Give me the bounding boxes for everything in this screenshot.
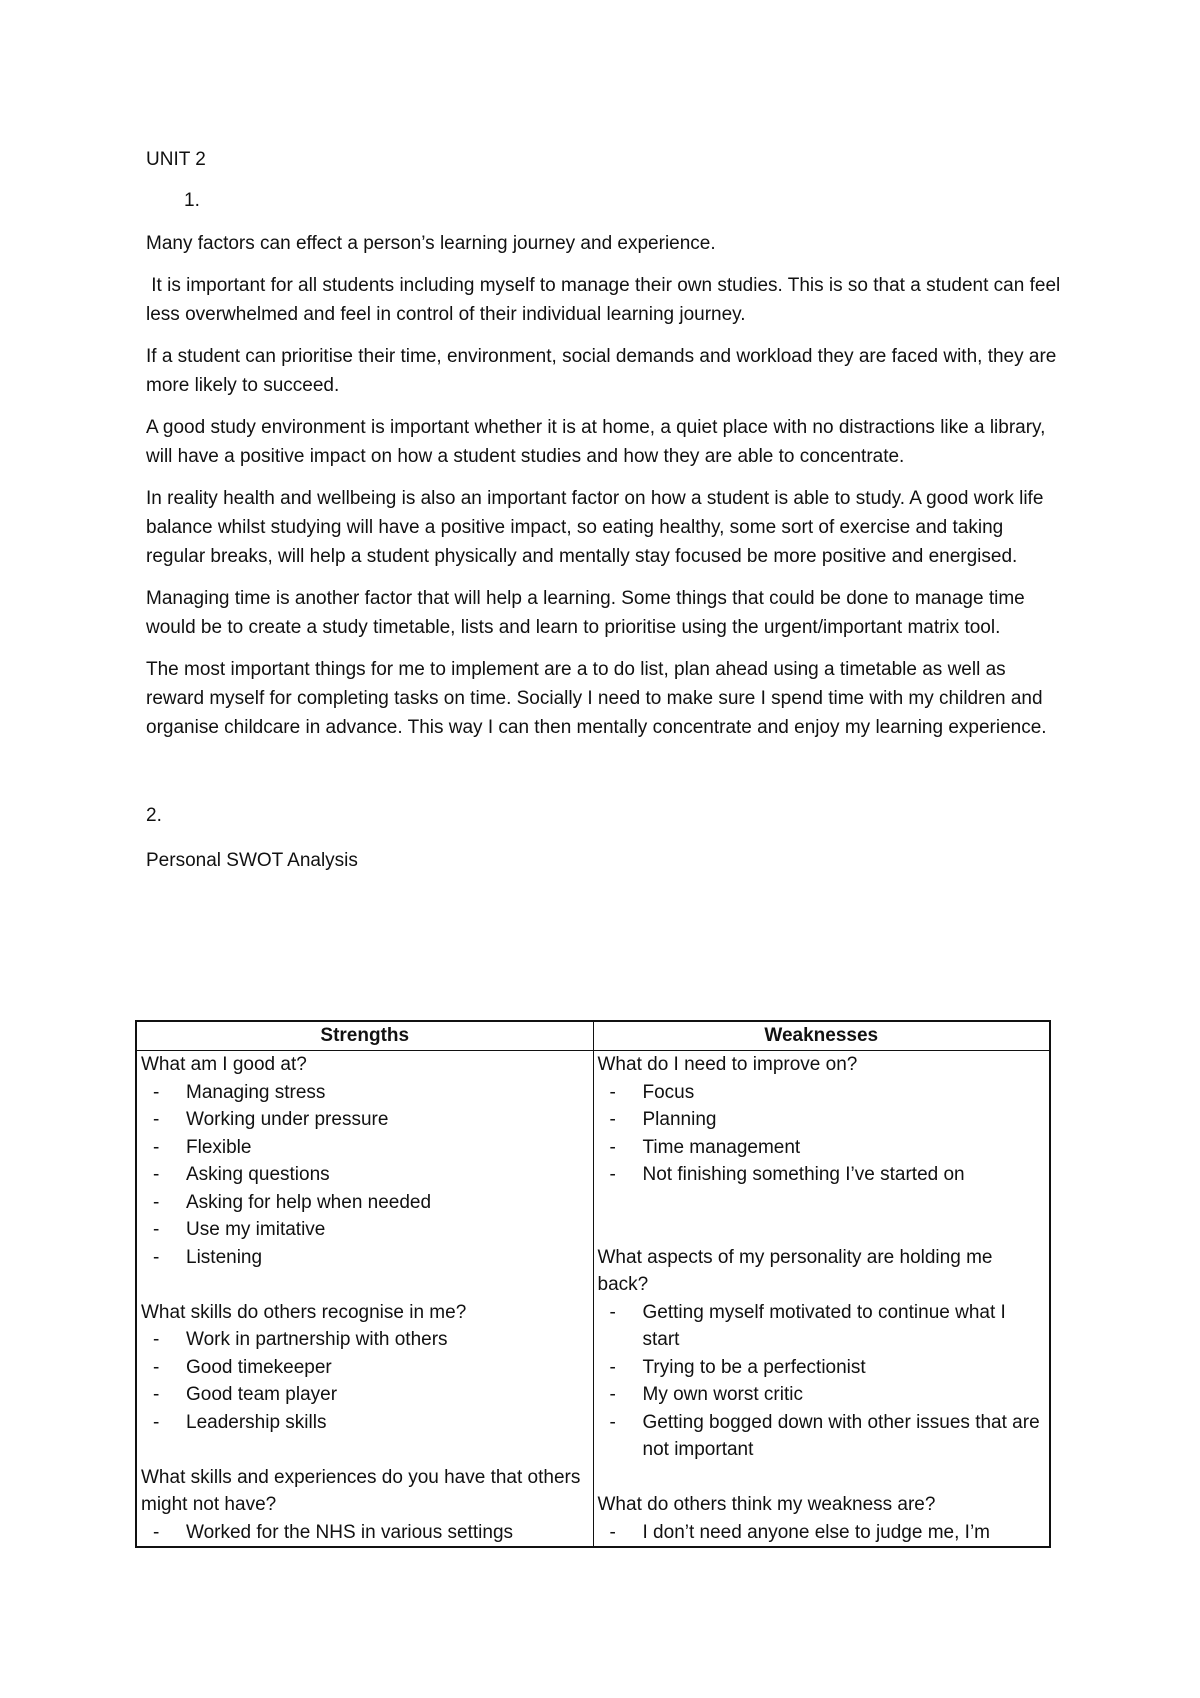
cell-gap [141,1271,589,1299]
list-item: - My own worst critic [598,1381,1046,1409]
paragraph: Managing time is another factor that will help a learning. Some things that could be done to manage time would be to create a study timetable, lists and learn to prioritise using the urgent/important matrix tool. [146,588,1025,638]
question-1-number: 1. [184,190,200,211]
list-item: - Focus [598,1079,1046,1107]
list-item: - Getting bogged down with other issues that are not important [598,1409,1046,1464]
strengths-list [141,1519,589,1547]
paragraph: It is important for all students including myself to manage their own studies. This is so that a student can feel less overwhelmed and feel in control of their individual learning journey. [146,275,1066,325]
cell-gap [598,1464,1046,1492]
weaknesses-list [598,1079,1046,1189]
paragraph: If a student can prioritise their time, environment, social demands and workload they are faced with, they are more likely to succeed. [146,346,1057,396]
list-item: - Not finishing something I’ve started on [598,1161,1046,1189]
strengths-question: What skills do others recognise in me? [141,1301,467,1323]
strengths-list [141,1079,589,1272]
list-item: - Getting myself motivated to continue what I start [598,1299,1046,1354]
list-item: - Working under pressure [141,1106,589,1134]
list-item: - Work in partnership with others [141,1326,589,1354]
list-item: - Flexible [141,1134,589,1162]
document-body [146,145,1066,885]
weaknesses-question: What do others think my weakness are? [597,1494,936,1515]
strengths-cell [136,1051,593,1548]
cell-gap [598,1189,1046,1217]
list-item: - Trying to be a perfectionist [598,1354,1046,1382]
list-item: - I don’t need anyone else to judge me, I’m [598,1519,1046,1547]
weaknesses-header: Weaknesses [593,1021,1050,1051]
unit-title: UNIT 2 [146,149,206,170]
list-item: - Managing stress [141,1079,589,1107]
list-item: - Time management [598,1134,1046,1162]
cell-gap [141,1436,589,1464]
weaknesses-list [598,1299,1046,1464]
section-spacer [146,755,1066,801]
question-2-number: 2. [146,805,162,826]
list-item: - Good timekeeper [141,1354,589,1382]
weaknesses-cell [593,1051,1050,1548]
weaknesses-question: What do I need to improve on? [597,1054,858,1075]
swot-title: Personal SWOT Analysis [146,850,358,871]
list-item: - Use my imitative [141,1216,589,1244]
cell-gap [598,1216,1046,1244]
list-item: - Asking questions [141,1161,589,1189]
list-item: - Leadership skills [141,1409,589,1437]
strengths-question: What am I good at? [141,1054,307,1075]
paragraph: The most important things for me to implement are a to do list, plan ahead using a timetable as well as reward myself for completing tasks on time. Socially I need to make sure I spend time with my children and organise childcare in advance. This way I can then mentally concentrate and enjoy my learning experience. [146,659,1047,738]
paragraph: A good study environment is important whether it is at home, a quiet place with no distractions like a library, will have a positive impact on how a student studies and how they are able to concentrate. [146,417,1046,467]
weaknesses-list [598,1519,1046,1547]
weaknesses-question: What aspects of my personality are holding me back? [597,1246,993,1295]
strengths-list [141,1326,589,1436]
list-item: - Asking for help when needed [141,1189,589,1217]
paragraph: Many factors can effect a person’s learning journey and experience. [146,233,716,254]
strengths-header: Strengths [136,1021,593,1051]
swot-table [135,1020,1051,1548]
strengths-question: What skills and experiences do you have that others might not have? [141,1466,581,1515]
swot-body-row [136,1051,1050,1548]
swot-header-row [136,1021,1050,1051]
paragraph: In reality health and wellbeing is also an important factor on how a student is able to study. A good work life balance whilst studying will have a positive impact, so eating healthy, some sort of exercise and taking regular breaks, will help a student physically and mentally stay focused be more positive and energised. [146,488,1044,567]
list-item: - Planning [598,1106,1046,1134]
list-item: - Worked for the NHS in various settings [141,1519,589,1547]
list-item: - Good team player [141,1381,589,1409]
list-item: - Listening [141,1244,589,1272]
